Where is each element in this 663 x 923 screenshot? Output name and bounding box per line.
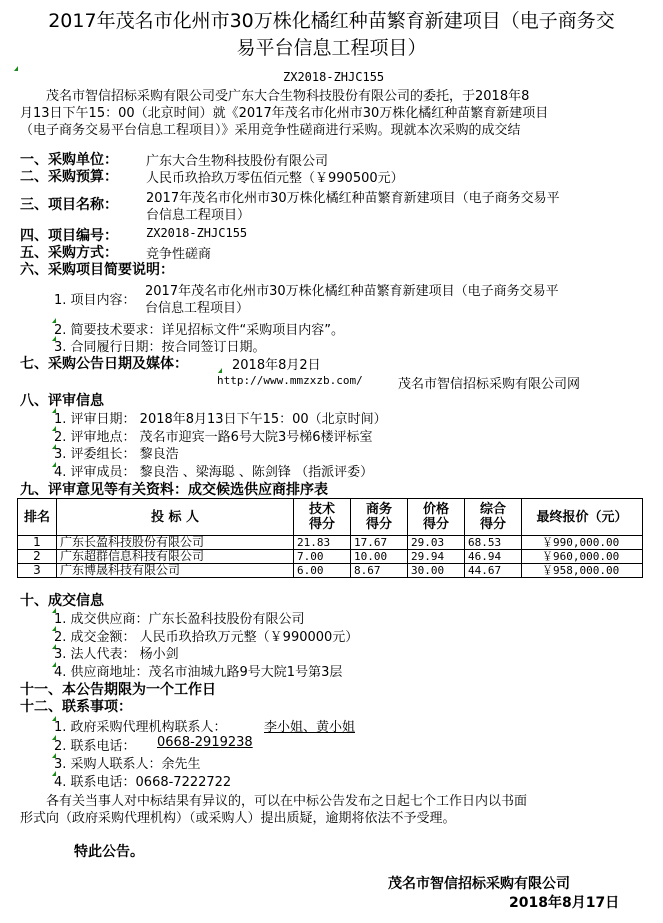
header-biz-score <box>351 499 408 536</box>
header-bidder: 投 标 人 <box>57 499 294 536</box>
document-title <box>8 8 655 62</box>
section-5-value: 竞争性磋商 <box>146 247 212 262</box>
section-7-media: 茂名市智信招标采购有限公司网 <box>398 377 581 392</box>
cell-rank: 3 <box>18 564 57 578</box>
section-12-label: 十二、联系事项： <box>20 699 132 715</box>
marker-icon <box>218 368 222 373</box>
section-10-item-1: 1. 成交供应商：广东长盈科技股份有限公司 <box>54 612 305 627</box>
intro-line-1: 茂名市智信招标采购有限公司受广东大合生物科技股份有限公司的委托，于2018年8 <box>46 89 530 104</box>
section-1-value: 广东大合生物科技股份有限公司 <box>146 154 329 169</box>
closing-special: 特此公告。 <box>74 844 144 860</box>
section-12-item-2-label: 2. 联系电话： <box>54 739 136 754</box>
table-row <box>18 550 643 564</box>
header-price-score-line-1: 价格 <box>422 502 449 517</box>
section-3-value-line-2: 台信息工程项目） <box>146 208 251 223</box>
section-6-item-2: 2. 简要技术要求：详见招标文件“采购项目内容”。 <box>54 323 345 338</box>
cell-price-score: 29.03 <box>408 536 465 550</box>
intro-line-2: 月13日下午15：00（北京时间）就《2017年茂名市化州市30万株化橘红种苗繁育新建项目 <box>20 106 549 121</box>
intro-line-3: （电子商务交易平台信息工程项目）》采用竞争性磋商进行采购。现就本次采购的成交结 <box>20 123 521 138</box>
header-tech-score-line-2: 得分 <box>308 517 335 532</box>
marker-icon <box>14 66 18 71</box>
section-8-item-1: 1. 评审日期： 2018年8月13日下午15：00（北京时间） <box>54 412 387 427</box>
header-total-score-line-2: 得分 <box>479 517 506 532</box>
cell-bidder: 广东博晟科技有限公司 <box>57 564 294 578</box>
section-6-item-1-value-line-1: 2017年茂名市化州市30万株化橘红种苗繁育新建项目（电子商务交易平 <box>145 284 559 299</box>
section-7-label: 七、采购公告日期及媒体： <box>20 356 188 372</box>
cell-tech-score: 6.00 <box>294 564 351 578</box>
cell-total-score: 44.67 <box>465 564 522 578</box>
section-1-label: 一、采购单位： <box>20 152 118 168</box>
table-row <box>18 564 643 578</box>
cell-price-score: 29.94 <box>408 550 465 564</box>
section-12-item-1-label: 1. 政府采购代理机构联系人： <box>54 720 227 735</box>
title-line-1: 2017年茂名市化州市30万株化橘红种苗繁育新建项目（电子商务交 <box>48 10 615 32</box>
section-8-label: 八、评审信息 <box>20 393 104 409</box>
table-header-row <box>18 499 643 536</box>
cell-total-score: 68.53 <box>465 536 522 550</box>
section-6-item-1-value-line-2: 台信息工程项目） <box>145 301 250 316</box>
section-4-value: ZX2018-ZHJC155 <box>146 226 248 240</box>
section-3-value-line-1: 2017年茂名市化州市30万株化橘红种苗繁育新建项目（电子商务交易平 <box>146 191 560 206</box>
cell-price-score: 30.00 <box>408 564 465 578</box>
project-code-header: ZX2018-ZHJC155 <box>283 70 385 84</box>
header-biz-score-line-2: 得分 <box>365 517 392 532</box>
section-8-item-4: 4. 评审成员： 黎良浩 、梁海聪 、陈剑锋 （指派评委） <box>54 465 374 480</box>
section-12-item-1-value: 李小姐、黄小姐 <box>264 720 356 735</box>
section-4-label: 四、项目编号： <box>20 228 118 244</box>
section-5-label: 五、采购方式： <box>20 245 118 261</box>
cell-tech-score: 7.00 <box>294 550 351 564</box>
cell-biz-score: 17.67 <box>351 536 408 550</box>
cell-biz-score: 8.67 <box>351 564 408 578</box>
header-price-score-line-2: 得分 <box>422 517 449 532</box>
cell-final-price: ￥958,000.00 <box>522 564 643 578</box>
section-8-item-2: 2. 评审地点： 茂名市迎宾一路6号大院3号梯6楼评标室 <box>54 430 373 445</box>
closing-line-2: 形式向（政府采购代理机构）（或采购人）提出质疑，逾期将依法不予受理。 <box>20 811 456 826</box>
section-10-item-2: 2. 成交金额： 人民币玖拾玖万元整（￥990000元） <box>54 630 359 645</box>
cell-tech-score: 21.83 <box>294 536 351 550</box>
header-rank: 排名 <box>18 499 57 536</box>
section-6-item-3: 3. 合同履行日期：按合同签订日期。 <box>54 340 266 355</box>
ranking-table <box>17 498 643 578</box>
section-10-item-4: 4. 供应商地址：茂名市油城九路9号大院1号第3层 <box>54 665 343 680</box>
section-7-date: 2018年8月2日 <box>232 358 321 373</box>
title-line-2: 易平台信息工程项目） <box>236 37 427 59</box>
cell-bidder: 广东长盈科技股份有限公司 <box>57 536 294 550</box>
cell-total-score: 46.94 <box>465 550 522 564</box>
intro-paragraph <box>20 88 650 139</box>
section-6-label: 六、采购项目简要说明： <box>20 262 174 278</box>
header-tech-score <box>294 499 351 536</box>
section-7-url[interactable]: http://www.mmzxzb.com/ <box>217 374 363 387</box>
cell-rank: 1 <box>18 536 57 550</box>
header-final-price: 最终报价（元） <box>522 499 643 536</box>
section-2-label: 二、采购预算： <box>20 169 118 185</box>
section-9-label: 九、评审意见等有关资料：成交候选供应商排序表 <box>20 482 328 498</box>
section-12-item-2-value: 0668-2919238 <box>157 735 253 750</box>
cell-biz-score: 10.00 <box>351 550 408 564</box>
cell-rank: 2 <box>18 550 57 564</box>
header-price-score <box>408 499 465 536</box>
section-3-label: 三、项目名称： <box>20 197 118 213</box>
cell-final-price: ￥960,000.00 <box>522 550 643 564</box>
header-tech-score-line-1: 技术 <box>308 502 335 517</box>
signing-date: 2018年8月17日 <box>509 895 620 911</box>
section-12-item-4: 4. 联系电话：0668-7222722 <box>54 775 232 790</box>
section-10-label: 十、成交信息 <box>20 593 104 609</box>
section-2-value: 人民币玖拾玖万零伍佰元整（￥990500元） <box>146 171 404 186</box>
section-6-item-1-label: 1. 项目内容： <box>54 293 136 308</box>
closing-line-1: 各有关当事人对中标结果有异议的，可以在中标公告发布之日起七个工作日内以书面 <box>46 794 528 809</box>
cell-bidder: 广东超群信息科技有限公司 <box>57 550 294 564</box>
table-row <box>18 536 643 550</box>
section-8-item-3: 3. 评委组长： 黎良浩 <box>54 447 179 462</box>
section-12-item-3: 3. 采购人联系人：余先生 <box>54 757 201 772</box>
section-11-label: 十一、本公告期限为一个工作日 <box>20 682 216 698</box>
cell-final-price: ￥990,000.00 <box>522 536 643 550</box>
signer: 茂名市智信招标采购有限公司 <box>388 876 570 892</box>
section-10-item-3: 3. 法人代表： 杨小剑 <box>54 647 179 662</box>
header-total-score-line-1: 综合 <box>479 502 506 517</box>
header-biz-score-line-1: 商务 <box>365 502 392 517</box>
header-total-score <box>465 499 522 536</box>
